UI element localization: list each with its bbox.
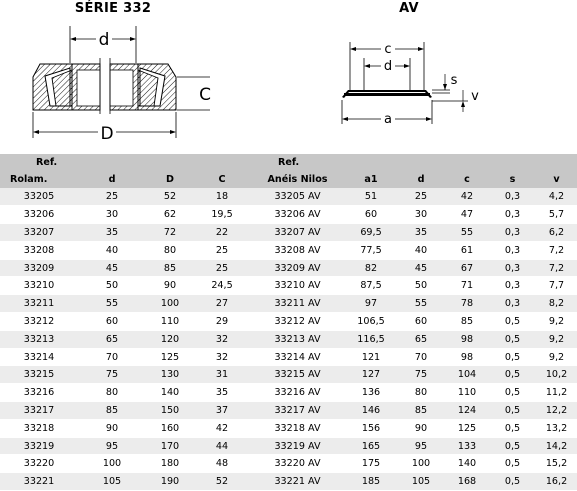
- cell-d: 90: [78, 419, 146, 437]
- cell-ref-rolam: 33208: [0, 241, 78, 259]
- cell-ref-rolam: 33220: [0, 455, 78, 473]
- cell-D: 125: [146, 348, 194, 366]
- cell-a1: 146: [345, 402, 397, 420]
- cell-c: 55: [445, 224, 489, 242]
- cell-v: 15,2: [536, 455, 577, 473]
- cell-ref-rolam: 33219: [0, 437, 78, 455]
- cell-s: 0,3: [489, 277, 536, 295]
- cell-ref-rolam: 33218: [0, 419, 78, 437]
- header-rolam: Rolam.: [0, 171, 78, 188]
- cell-C: 32: [194, 330, 250, 348]
- cell-ref-aneis: 33206 AV: [250, 206, 345, 224]
- cell-a1: 87,5: [345, 277, 397, 295]
- cell-a1: 77,5: [345, 241, 397, 259]
- header-d: d: [78, 171, 146, 188]
- cell-d-ring: 85: [397, 402, 445, 420]
- cell-d: 35: [78, 224, 146, 242]
- cell-s: 0,3: [489, 206, 536, 224]
- dim-d-ring-label: d: [383, 59, 393, 74]
- cell-D: 52: [146, 188, 194, 206]
- cell-v: 6,2: [536, 224, 577, 242]
- cell-ref-aneis: 33212 AV: [250, 313, 345, 331]
- cell-c: 125: [445, 419, 489, 437]
- cell-v: 14,2: [536, 437, 577, 455]
- table-row: [0, 206, 577, 224]
- cell-D: 190: [146, 473, 194, 491]
- cell-d: 85: [78, 402, 146, 420]
- cell-s: 0,3: [489, 241, 536, 259]
- cell-d-ring: 100: [397, 455, 445, 473]
- cell-s: 0,3: [489, 295, 536, 313]
- cell-d: 50: [78, 277, 146, 295]
- cell-d-ring: 45: [397, 259, 445, 277]
- header-v: v: [536, 171, 577, 188]
- cell-d: 30: [78, 206, 146, 224]
- cell-d-ring: 35: [397, 224, 445, 242]
- cell-d-ring: 65: [397, 330, 445, 348]
- cell-D: 170: [146, 437, 194, 455]
- cell-ref-aneis: 33208 AV: [250, 241, 345, 259]
- cell-ref-rolam: 33221: [0, 473, 78, 491]
- cell-ref-aneis: 33219 AV: [250, 437, 345, 455]
- cell-v: 9,2: [536, 313, 577, 331]
- cell-d: 25: [78, 188, 146, 206]
- cell-v: 8,2: [536, 295, 577, 313]
- av-title: AV: [399, 1, 419, 16]
- table-row: [0, 295, 577, 313]
- cell-c: 124: [445, 402, 489, 420]
- cell-v: 7,2: [536, 241, 577, 259]
- cell-v: 10,2: [536, 366, 577, 384]
- cell-v: 7,7: [536, 277, 577, 295]
- cell-d-ring: 95: [397, 437, 445, 455]
- cell-d-ring: 105: [397, 473, 445, 491]
- table-row: [0, 455, 577, 473]
- cell-c: 98: [445, 330, 489, 348]
- cell-D: 140: [146, 384, 194, 402]
- cell-a1: 116,5: [345, 330, 397, 348]
- header-a1: a1: [345, 171, 397, 188]
- table-row: [0, 384, 577, 402]
- cell-c: 140: [445, 455, 489, 473]
- table-row: [0, 259, 577, 277]
- cell-D: 85: [146, 259, 194, 277]
- table-header-row-1: [0, 154, 577, 171]
- cell-s: 0,3: [489, 224, 536, 242]
- header-d-ring: d: [397, 171, 445, 188]
- cell-a1: 69,5: [345, 224, 397, 242]
- cell-c: 61: [445, 241, 489, 259]
- cell-C: 44: [194, 437, 250, 455]
- table-row: [0, 277, 577, 295]
- cell-d-ring: 30: [397, 206, 445, 224]
- cell-C: 22: [194, 224, 250, 242]
- cell-a1: 97: [345, 295, 397, 313]
- cell-s: 0,5: [489, 366, 536, 384]
- header-ref-aneis: Ref.: [250, 154, 345, 171]
- cell-d: 75: [78, 366, 146, 384]
- cell-ref-rolam: 33205: [0, 188, 78, 206]
- cell-c: 78: [445, 295, 489, 313]
- cell-a1: 51: [345, 188, 397, 206]
- cell-c: 71: [445, 277, 489, 295]
- cell-a1: 82: [345, 259, 397, 277]
- cell-C: 24,5: [194, 277, 250, 295]
- cell-ref-rolam: 33207: [0, 224, 78, 242]
- cell-c: 67: [445, 259, 489, 277]
- cell-D: 62: [146, 206, 194, 224]
- cell-c: 133: [445, 437, 489, 455]
- cell-C: 52: [194, 473, 250, 491]
- cell-ref-aneis: 33217 AV: [250, 402, 345, 420]
- cell-ref-aneis: 33218 AV: [250, 419, 345, 437]
- cell-ref-rolam: 33209: [0, 259, 78, 277]
- cell-C: 29: [194, 313, 250, 331]
- table-row: [0, 330, 577, 348]
- cell-d-ring: 90: [397, 419, 445, 437]
- header-C: C: [194, 171, 250, 188]
- cell-d: 105: [78, 473, 146, 491]
- cell-ref-rolam: 33211: [0, 295, 78, 313]
- cell-c: 104: [445, 366, 489, 384]
- cell-d: 80: [78, 384, 146, 402]
- cell-ref-aneis: 33205 AV: [250, 188, 345, 206]
- dim-c-label: c: [384, 42, 392, 57]
- cell-D: 90: [146, 277, 194, 295]
- cell-s: 0,3: [489, 259, 536, 277]
- cell-a1: 127: [345, 366, 397, 384]
- cell-c: 85: [445, 313, 489, 331]
- table-row: [0, 473, 577, 491]
- cell-c: 47: [445, 206, 489, 224]
- cell-D: 72: [146, 224, 194, 242]
- cell-ref-rolam: 33216: [0, 384, 78, 402]
- cell-a1: 175: [345, 455, 397, 473]
- cell-C: 48: [194, 455, 250, 473]
- cell-a1: 60: [345, 206, 397, 224]
- cell-D: 120: [146, 330, 194, 348]
- table-header-row-2: [0, 171, 577, 188]
- cell-c: 98: [445, 348, 489, 366]
- cell-D: 160: [146, 419, 194, 437]
- cell-v: 9,2: [536, 330, 577, 348]
- cell-v: 4,2: [536, 188, 577, 206]
- header-ref-rolam: Ref.: [0, 154, 78, 171]
- cell-C: 31: [194, 366, 250, 384]
- cell-ref-rolam: 33213: [0, 330, 78, 348]
- cell-s: 0,5: [489, 455, 536, 473]
- table-row: [0, 241, 577, 259]
- cell-s: 0,5: [489, 384, 536, 402]
- cell-ref-aneis: 33213 AV: [250, 330, 345, 348]
- dim-C-label: C: [199, 85, 211, 105]
- cell-ref-rolam: 33206: [0, 206, 78, 224]
- table-row: [0, 313, 577, 331]
- cell-ref-aneis: 33215 AV: [250, 366, 345, 384]
- cell-C: 25: [194, 259, 250, 277]
- header-s: s: [489, 171, 536, 188]
- cell-d-ring: 55: [397, 295, 445, 313]
- cell-C: 18: [194, 188, 250, 206]
- table-row: [0, 437, 577, 455]
- cell-a1: 121: [345, 348, 397, 366]
- cell-C: 35: [194, 384, 250, 402]
- cell-ref-aneis: 33209 AV: [250, 259, 345, 277]
- cell-ref-rolam: 33215: [0, 366, 78, 384]
- cell-a1: 156: [345, 419, 397, 437]
- cell-d: 70: [78, 348, 146, 366]
- cell-d: 100: [78, 455, 146, 473]
- cell-C: 19,5: [194, 206, 250, 224]
- cell-ref-rolam: 33212: [0, 313, 78, 331]
- cell-d-ring: 25: [397, 188, 445, 206]
- cell-C: 42: [194, 419, 250, 437]
- table-row: [0, 366, 577, 384]
- series-title: SÉRIE 332: [74, 1, 152, 16]
- cell-v: 16,2: [536, 473, 577, 491]
- cell-ref-aneis: 33211 AV: [250, 295, 345, 313]
- dim-v-label: v: [471, 89, 479, 104]
- cell-C: 37: [194, 402, 250, 420]
- cell-v: 5,7: [536, 206, 577, 224]
- cell-c: 110: [445, 384, 489, 402]
- header-aneis-nilos: Anéis Nilos: [250, 171, 345, 188]
- cell-ref-aneis: 33216 AV: [250, 384, 345, 402]
- cell-d-ring: 75: [397, 366, 445, 384]
- cell-v: 12,2: [536, 402, 577, 420]
- table-row: [0, 419, 577, 437]
- cell-v: 13,2: [536, 419, 577, 437]
- cell-d-ring: 40: [397, 241, 445, 259]
- cell-ref-aneis: 33210 AV: [250, 277, 345, 295]
- dim-d-label: d: [98, 30, 110, 50]
- cell-ref-aneis: 33220 AV: [250, 455, 345, 473]
- cell-s: 0,5: [489, 473, 536, 491]
- cell-ref-rolam: 33217: [0, 402, 78, 420]
- cell-a1: 106,5: [345, 313, 397, 331]
- cell-d-ring: 80: [397, 384, 445, 402]
- cell-C: 27: [194, 295, 250, 313]
- table-row: [0, 224, 577, 242]
- cell-d: 95: [78, 437, 146, 455]
- cell-ref-aneis: 33221 AV: [250, 473, 345, 491]
- cell-d: 60: [78, 313, 146, 331]
- cell-D: 130: [146, 366, 194, 384]
- cell-d: 65: [78, 330, 146, 348]
- cell-D: 180: [146, 455, 194, 473]
- cell-ref-rolam: 33214: [0, 348, 78, 366]
- cell-c: 168: [445, 473, 489, 491]
- header-c: c: [445, 171, 489, 188]
- cell-c: 42: [445, 188, 489, 206]
- nilos-ring-drawing: [330, 18, 490, 128]
- dim-a-label: a: [384, 112, 392, 127]
- cell-d: 45: [78, 259, 146, 277]
- cell-v: 9,2: [536, 348, 577, 366]
- cell-ref-rolam: 33210: [0, 277, 78, 295]
- cell-D: 100: [146, 295, 194, 313]
- cell-v: 7,2: [536, 259, 577, 277]
- cell-s: 0,5: [489, 330, 536, 348]
- cell-d-ring: 50: [397, 277, 445, 295]
- cell-s: 0,5: [489, 402, 536, 420]
- cell-d: 40: [78, 241, 146, 259]
- cell-d: 55: [78, 295, 146, 313]
- dim-D-label: D: [100, 124, 114, 144]
- table-row: [0, 188, 577, 206]
- cell-s: 0,5: [489, 313, 536, 331]
- cell-a1: 136: [345, 384, 397, 402]
- header-D: D: [146, 171, 194, 188]
- cell-ref-aneis: 33214 AV: [250, 348, 345, 366]
- table-row: [0, 348, 577, 366]
- spec-table: [0, 154, 577, 491]
- dim-s-label: s: [450, 73, 458, 88]
- table-body: [0, 188, 577, 491]
- cell-D: 110: [146, 313, 194, 331]
- bearing-drawing: [0, 18, 230, 146]
- cell-C: 32: [194, 348, 250, 366]
- cell-D: 80: [146, 241, 194, 259]
- cell-C: 25: [194, 241, 250, 259]
- cell-a1: 165: [345, 437, 397, 455]
- cell-s: 0,3: [489, 188, 536, 206]
- cell-ref-aneis: 33207 AV: [250, 224, 345, 242]
- cell-a1: 185: [345, 473, 397, 491]
- cell-v: 11,2: [536, 384, 577, 402]
- cell-D: 150: [146, 402, 194, 420]
- cell-s: 0,5: [489, 419, 536, 437]
- cell-s: 0,5: [489, 437, 536, 455]
- cell-d-ring: 60: [397, 313, 445, 331]
- cell-d-ring: 70: [397, 348, 445, 366]
- cell-s: 0,5: [489, 348, 536, 366]
- table-row: [0, 402, 577, 420]
